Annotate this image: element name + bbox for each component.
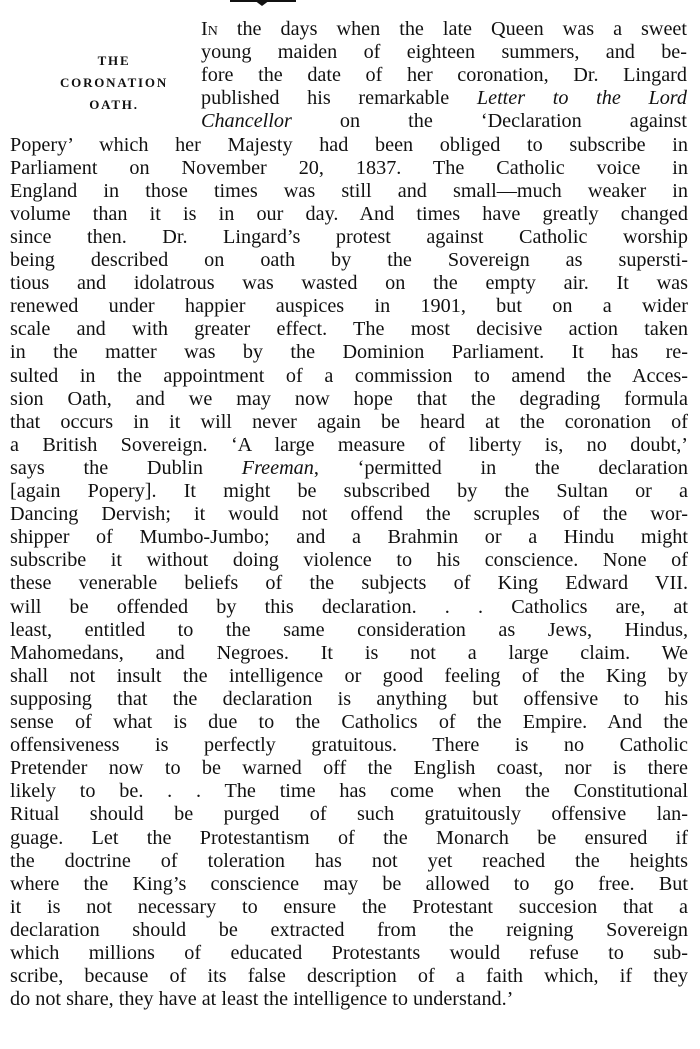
text-line [201, 110, 687, 133]
text-line [10, 157, 688, 180]
text-run: Ritual should be purged of such gratuitously offensive lan- [10, 803, 688, 826]
text-run: shipper of Mumbo-Jumbo; and a Brahmin or a Hindu might [10, 526, 688, 549]
text-line [10, 942, 688, 965]
text-line [201, 18, 687, 41]
text-run: being described on oath by the Sovereign as supersti- [10, 249, 688, 271]
text-run: England in those times was still and small—much weaker in [10, 179, 688, 202]
text-run: the days when the late Queen was a sweet [217, 18, 687, 40]
text-line [10, 526, 688, 549]
text-line [10, 503, 688, 526]
text-line [201, 64, 687, 87]
text-run: [again Popery]. It might be subscribed by the Sultan or a [10, 480, 688, 502]
text-run: , ‘permitted in the declaration [313, 456, 688, 479]
text-line [10, 688, 688, 711]
text-line [10, 134, 688, 157]
text-run: in the matter was by the Dominion Parliament. It has re- [10, 341, 688, 364]
text-run: subscribe it without doing violence to his conscience. None of [10, 549, 688, 572]
text-line [10, 365, 688, 388]
text-line [10, 388, 688, 411]
text-run: sulted in the appointment of a commission to amend the Acces- [10, 364, 688, 387]
text-run: guage. Let the Protestantism of the Monarch be ensured if [10, 826, 688, 849]
text-run: shall not insult the intelligence or good feeling of the King by [10, 664, 688, 687]
text-run: scale and with greater effect. The most decisive action taken [10, 318, 688, 341]
text-line [10, 757, 688, 780]
italic-title: Freeman [241, 456, 314, 479]
text-line [10, 850, 688, 873]
side-heading-line: CORONATION [59, 75, 169, 90]
text-run: likely to be. . . The time has come when the Constitutional [10, 780, 688, 803]
text-run: Mahomedans, and Negroes. It is not a large claim. We [10, 641, 688, 664]
text-line [10, 665, 688, 688]
text-run: says the Dublin [10, 456, 242, 479]
text-line [10, 734, 688, 757]
text-line [10, 827, 688, 850]
text-line [201, 41, 687, 64]
side-heading-line: THE [97, 53, 131, 68]
text-run: In [201, 18, 218, 40]
text-run: least, entitled to the same consideration as Jews, Hindus, [10, 618, 688, 641]
text-run: supposing that the declaration is anything but offensive to his [10, 687, 688, 710]
text-run: Popery’ which her Majesty had been obliged to subscribe in [10, 133, 688, 156]
text-line [10, 226, 688, 249]
text-line [10, 803, 688, 826]
text-run: it is not necessary to ensure the Protestant succesion that a [10, 895, 688, 918]
text-line [10, 318, 688, 341]
text-run: young maiden of eighteen summers, and be- [201, 41, 687, 64]
text-line [10, 434, 688, 457]
text-run: since then. Dr. Lingard’s protest against Catholic worship [10, 225, 688, 248]
text-run: do not share, they have at least the intelligence to understand.’ [10, 988, 514, 1011]
text-run: the doctrine of toleration has not yet reached the heights [10, 849, 688, 872]
side-heading [28, 50, 200, 116]
text-run: offensiveness is perfectly gratuitous. There is no Catholic [10, 734, 688, 757]
text-line [10, 873, 688, 896]
text-line [10, 619, 688, 642]
text-line [10, 341, 688, 364]
text-line [10, 272, 688, 295]
text-run: scribe, because of its false description of a faith which, if they [10, 965, 688, 988]
text-run: renewed under happier auspices in 1901, but on a wider [10, 295, 688, 318]
text-line [10, 596, 688, 619]
text-line [10, 896, 688, 919]
text-run: declaration should be extracted from the reigning Sovereign [10, 918, 688, 941]
text-line [10, 642, 688, 665]
text-line [10, 780, 688, 803]
text-run: Dancing Dervish; it would not offend the scruples of the wor- [10, 503, 688, 526]
text-line [10, 295, 688, 318]
text-run: Pretender now to be warned off the English coast, nor is there [10, 757, 688, 780]
text-line [10, 480, 688, 503]
text-line [201, 87, 687, 110]
text-line [10, 457, 688, 480]
text-line [10, 203, 688, 226]
italic-title: Chancellor [201, 110, 292, 133]
text-line [10, 180, 688, 203]
text-run: will be offended by this declaration. . . Catholics are, at [10, 595, 688, 618]
text-run: on the ‘Declaration against [291, 110, 687, 133]
text-line [10, 965, 688, 988]
text-run: tious and idolatrous was wasted on the empty air. It was [10, 272, 688, 295]
italic-title: Letter to the Lord [476, 87, 687, 110]
text-run: sense of what is due to the Catholics of the Empire. And the [10, 711, 688, 733]
text-run: volume than it is in our day. And times have greatly changed [10, 202, 688, 225]
text-run: where the King’s conscience may be allowed to go free. But [10, 872, 688, 895]
text-run: Parliament on November 20, 1837. The Catholic voice in [10, 156, 688, 179]
text-line [10, 988, 688, 1011]
text-run: fore the date of her coronation, Dr. Lingard [201, 64, 687, 87]
text-run: that occurs in it will never again be heard at the coronation of [10, 410, 688, 433]
text-run: published his remarkable [201, 87, 477, 110]
text-line [10, 711, 688, 734]
text-line [10, 249, 688, 272]
text-run: these venerable beliefs of the subjects of King Edward VII. [10, 572, 688, 595]
ornament-icon [254, 0, 270, 6]
text-line [10, 411, 688, 434]
text-line [10, 549, 688, 572]
text-run: which millions of educated Protestants would refuse to sub- [10, 942, 688, 964]
text-run: a British Sovereign. ‘A large measure of liberty is, no doubt,’ [10, 433, 688, 456]
side-heading-line: OATH. [89, 97, 139, 112]
text-run: sion Oath, and we may now hope that the degrading formula [10, 387, 688, 410]
text-line [10, 919, 688, 942]
text-line [10, 572, 688, 595]
